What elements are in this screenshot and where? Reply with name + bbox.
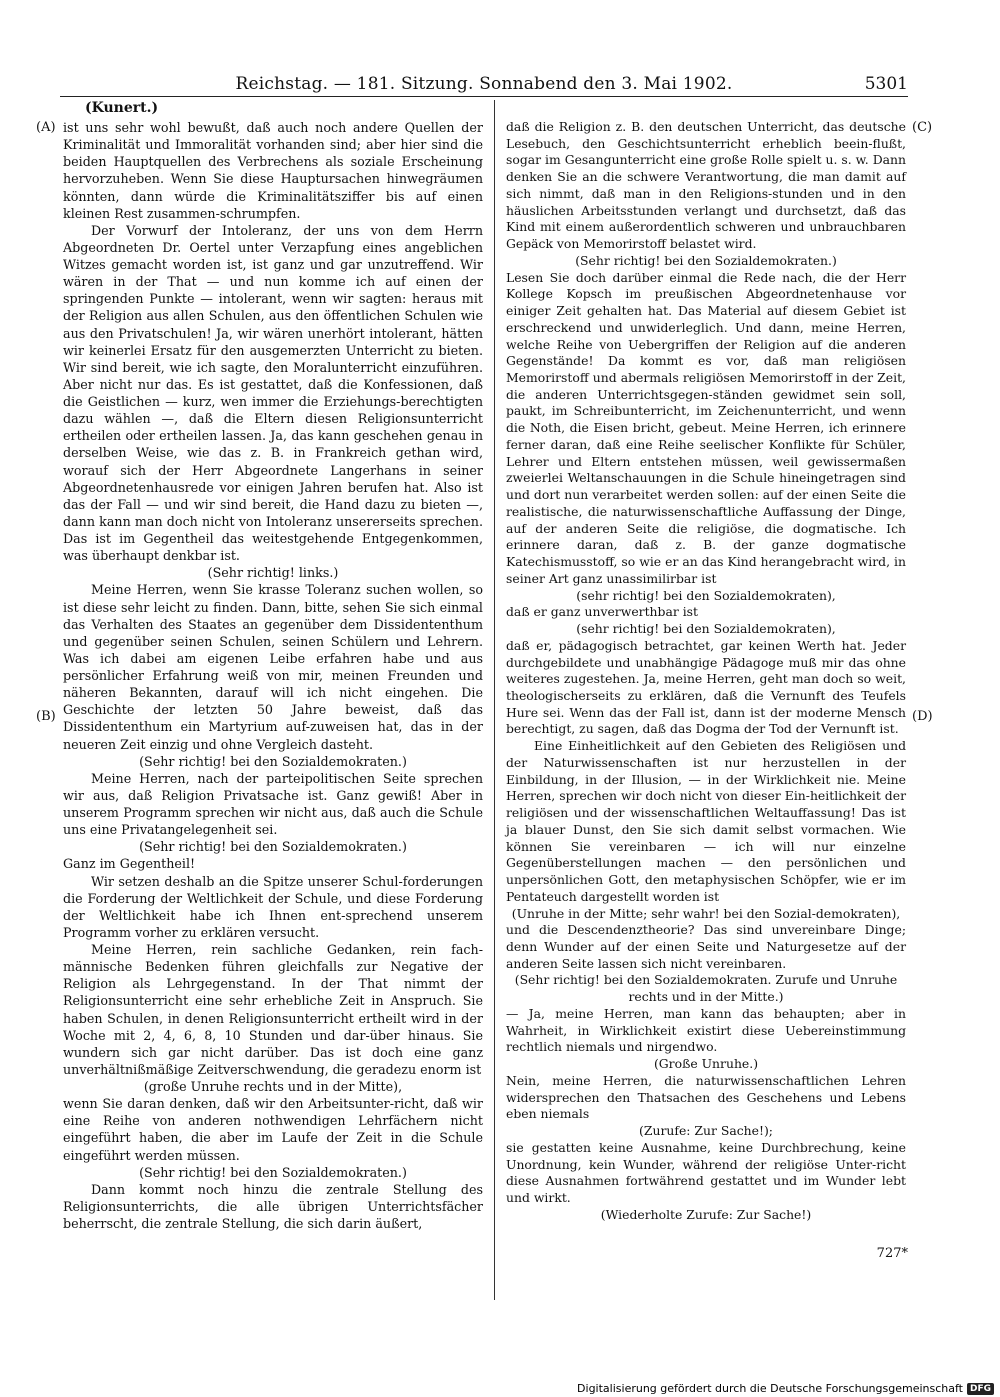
- footer-text: Digitalisierung gefördert durch die Deutsche Forschungsgemeinschaft: [577, 1382, 963, 1395]
- dfg-logo: DFG: [967, 1383, 994, 1395]
- paragraph: Ganz im Gegentheil!: [63, 856, 196, 872]
- paragraph: (Große Unruhe.): [653, 1056, 759, 1072]
- paragraph: (Sehr richtig! links.): [207, 565, 339, 581]
- right-column: [506, 119, 906, 1223]
- paragraph: (Zurufe: Zur Sache!);: [639, 1123, 773, 1139]
- speaker-name: (Kunert.): [85, 100, 159, 116]
- margin-mark-b: (B): [36, 709, 56, 724]
- sheet-number: 727*: [876, 1246, 908, 1261]
- paragraph: Der Vorwurf der Intoleranz, der uns von dem Herrn Abgeordneten Dr. Oertel unter Verzapfung eines angeblichen Witzes gemacht worden ist, ist ganz und gar unzutreffend. Wir wären in der That — und nun komme ich auf einen der springenden Punkte — intolerant, wenn wir sagten: heraus mit der Religion aus allen Schulen, aus den öffentlichen Schulen wie aus den Privatschulen! Ja, wir wären unerhört intolerant, hätten wir keinerlei Ersatz für den ausgemerzten Unterricht zu bieten. Wir sind bereit, wie ich sagte, den Moralunterricht einzuführen. Aber nicht nur das. Es ist gestattet, daß die Konfessionen, daß die Geistlichen — kurz, wen immer die Erziehungs-berechtigten dazu wählen —, daß die Eltern diesen Religionsunterricht ertheilen oder ertheilen lassen. Ja, das kann geschehen genau in derselben Weise, wie das z. B. in Frankreich gethan wird, worauf sich der Herr Abgeordnete Langerhans in seiner Abgeordnetenhausrede vor einigen Jahren berufen hat. Also ist das der Fall — und wir sind bereit, die Hand dazu zu bieten —, dann kann man doch nicht von Intoleranz unsererseits sprechen. Das ist im Gegentheil das weitestgehende Entgegenkommen, was überhaupt denkbar ist.: [63, 222, 483, 564]
- paragraph: (Wiederholte Zurufe: Zur Sache!): [600, 1206, 812, 1222]
- page-number: 5301: [864, 74, 908, 94]
- paragraph: ist uns sehr wohl bewußt, daß auch noch andere Quellen der Kriminalität und Immoralität vorhanden sind; aber hier sind die beiden Hauptquellen des Verbrechens als soziale Erscheinung hervorzuheben. Wenn Sie diese Hauptursachen hinwegräumen könnten, dann würde die Kriminalitätsziffer bis auf einen kleinen Rest zusammen-schrumpfen.: [63, 120, 483, 221]
- paragraph: — Ja, meine Herren, man kann das behaupten; aber in Wahrheit, in Wirklichkeit existirt diese Uebereinstimmung rechtlich niemals und nirgendwo.: [506, 1005, 906, 1055]
- paragraph: (Sehr richtig! bei den Sozialdemokraten.): [139, 839, 407, 855]
- paragraph: Meine Herren, wenn Sie krasse Toleranz suchen wollen, so ist diese sehr leicht zu finden. Dann, bitte, sehen Sie sich einmal das Verhalten des Staates an gegenüber dem Dissidententhum und gegenüber seinen Schulen, seinen Schülern und Lehrern. Was ich dabei am eigenen Leibe erfahren habe und aus persönlicher Erfahrung weiß von mir, meinen Freunden und näheren Bekannten, darauf will ich nicht eingehen. Die Geschichte der letzten 50 Jahre beweist, daß das Dissidententhum ein Martyrium auf-zuweisen hat, das in der neueren Zeit einzig und ohne Vergleich dasteht.: [63, 582, 483, 752]
- paragraph: Eine Einheitlichkeit auf den Gebieten des Religiösen und der Naturwissenschaften ist nur herzustellen in der Einbildung, in der Illusion, — in der Wirklichkeit nie. Meine Herren, sprechen wir doch nicht von dieser Ein-heitlichkeit der religiösen und der wissenschaftlichen Weltauffassung! Das ist ja blauer Dunst, den Sie sich damit selbst vormachen. Wie können Sie vereinbaren — ich will nur einzelne Gegenüberstellungen machen — den persönlichen und unpersönlichen Gott, den metaphysischen Schöpfer, wie er im Pentateuch dargestellt worden ist: [506, 738, 906, 904]
- paragraph: (Sehr richtig! bei den Sozialdemokraten.): [139, 753, 407, 769]
- paragraph: daß er ganz unverwerthbar ist: [506, 604, 699, 620]
- paragraph: Lesen Sie doch darüber einmal die Rede nach, die der Herr Kollege Kopsch im preußischen Abgeordnetenhause vor einiger Zeit gehalten hat. Das Material auf diesem Gebiet ist erschreckend und unwiderleglich. Und dann, meine Herren, welche Reihe von Uebergriffen der Religion auf die anderen Gegenstände! Da kommt es vor, daß man religiösen Memorirstoff und abermals religiösen Memorirstoff in der Zeit, die anderen Unterrichtsgegen-ständen gewidmet sein soll, paukt, im Schreibunterricht, im Zeichenunterricht, und wenn die Noth, die Eisen bricht, gebeut. Meine Herren, ich erinnere ferner daran, daß eine Reihe seelischer Konflikte für Schüler, Lehrer und Eltern entstehen müssen, weil gewissermaßen zweierlei Weltanschauungen in die Schule hineingetragen sind und dort nun verarbeitet werden sollen: auf der einen Seite die realistische, die naturwissenschaftliche Auffassung der Dinge, auf der anderen Seite die religiöse, die dogmatische. Ich erinnere daran, daß z. B. der ganze dogmatische Katechismusstoff, so wie er an das Kind herangebracht wird, in seiner Art ganz unassimilirbar ist: [506, 269, 906, 586]
- margin-mark-c: (C): [912, 120, 933, 135]
- paragraph: (sehr richtig! bei den Sozialdemokraten),: [576, 587, 836, 603]
- paragraph: sie gestatten keine Ausnahme, keine Durchbrechung, keine Unordnung, kein Wunder, während der religiöse Unter-richt diese Ausnahmen fortwährend gestattet und im Wunder lebt und wirkt.: [506, 1139, 906, 1205]
- paragraph: (sehr richtig! bei den Sozialdemokraten),: [576, 621, 836, 637]
- paragraph: daß er, pädagogisch betrachtet, gar keinen Werth hat. Jeder durchgebildete und unabhängige Pädagoge muß mir das ohne weiteres zugestehen. Ja, meine Herren, geht man doch so weit, theologischerseits zu erklären, daß die Vernunft des Teufels Hure sei. Wenn das der Fall ist, dann ist der moderne Mensch berechtigt, zu sagen, daß das Dogma der Tod der Vernunft ist.: [506, 637, 906, 737]
- paragraph: Dann kommt noch hinzu die zentrale Stellung des Religionsunterrichts, die alle übrigen Unterrichtsfächer beherrscht, die zentrale Stellung, die sich darin äußert,: [63, 1181, 483, 1231]
- paragraph: (große Unruhe rechts und in der Mitte),: [143, 1079, 403, 1094]
- digitization-footer: [577, 1382, 994, 1395]
- paragraph: (Sehr richtig! bei den Sozialdemokraten.): [139, 1164, 407, 1180]
- paragraph: wenn Sie daran denken, daß wir den Arbeitsunter-richt, daß wir eine Reihe von anderen nothwendigen Lehrfächern nicht eingeführt haben, die aber im Laufe der Zeit in die Schule eingeführt werden müssen.: [63, 1096, 483, 1163]
- paragraph: Wir setzen deshalb an die Spitze unserer Schul-forderungen die Forderung der Weltlichkeit der Schule, und diese Forderung der Weltlichkeit habe ich Ihnen ent-sprechend unserem Programm vorher zu erklären versucht.: [63, 873, 483, 940]
- column-divider: [494, 100, 495, 1300]
- paragraph: Meine Herren, nach der parteipolitischen Seite sprechen wir aus, daß Religion Privatsache ist. Ganz gewiß! Aber in unserem Programm sprechen wir nicht aus, daß auch die Schule uns eine Privatangelegenheit sei.: [63, 770, 483, 838]
- paragraph: (Unruhe in der Mitte; sehr wahr! bei den Sozial-demokraten),: [511, 905, 901, 921]
- margin-mark-a: (A): [36, 120, 56, 135]
- paragraph: daß die Religion z. B. den deutschen Unterricht, das deutsche Lesebuch, den Geschichtsunterricht erheblich beein-flußt, sogar im Gesangunterricht eine große Rolle spielt u. s. w. Dann denken Sie an die schwere Verantwortung, die man damit auf sich nimmt, daß man in den Religions-stunden und in den häuslichen Arbeitsstunden verlangt und durchsetzt, daß das Kind mit einem außerordentlich schweren und unbrauchbaren Gepäck von Memorirstoff belastet wird.: [506, 119, 906, 252]
- running-title: Reichstag. — 181. Sitzung. Sonnabend den 3. Mai 1902.: [235, 74, 733, 94]
- paragraph: (Sehr richtig! bei den Sozialdemokraten. Zurufe und Unruhe rechts und in der Mitte.): [514, 972, 898, 1005]
- paragraph: Nein, meine Herren, die naturwissenschaftlichen Lehren widersprechen den Thatsachen des Geschehens und Lebens eben niemals: [506, 1072, 906, 1122]
- left-column: [63, 119, 483, 1232]
- running-header: [60, 74, 908, 97]
- margin-mark-d: (D): [912, 709, 933, 724]
- paragraph: (Sehr richtig! bei den Sozialdemokraten.): [575, 252, 837, 268]
- paragraph: Meine Herren, rein sachliche Gedanken, rein fach-männische Bedenken führen gleichfalls zur Negative der Religion als Lehrgegenstand. In der That nimmt der Religionsunterricht eine sehr erhebliche Zeit in Anspruch. Sie haben Schulen, in denen Religionsunterricht ertheilt wird in der Woche mit 2, 4, 6, 8, 10 Stunden und dar-über hinaus. Sie wundern sich gar nicht darüber. Das ist doch eine ganz unverhältnißmäßige Zeitverschwendung, die geradezu enorm ist: [63, 942, 483, 1077]
- paragraph: und die Descendenztheorie? Das sind unvereinbare Dinge; denn Wunder auf der einen Seite und Naturgesetze auf der anderen Seite lassen sich nicht vereinbaren.: [506, 922, 906, 971]
